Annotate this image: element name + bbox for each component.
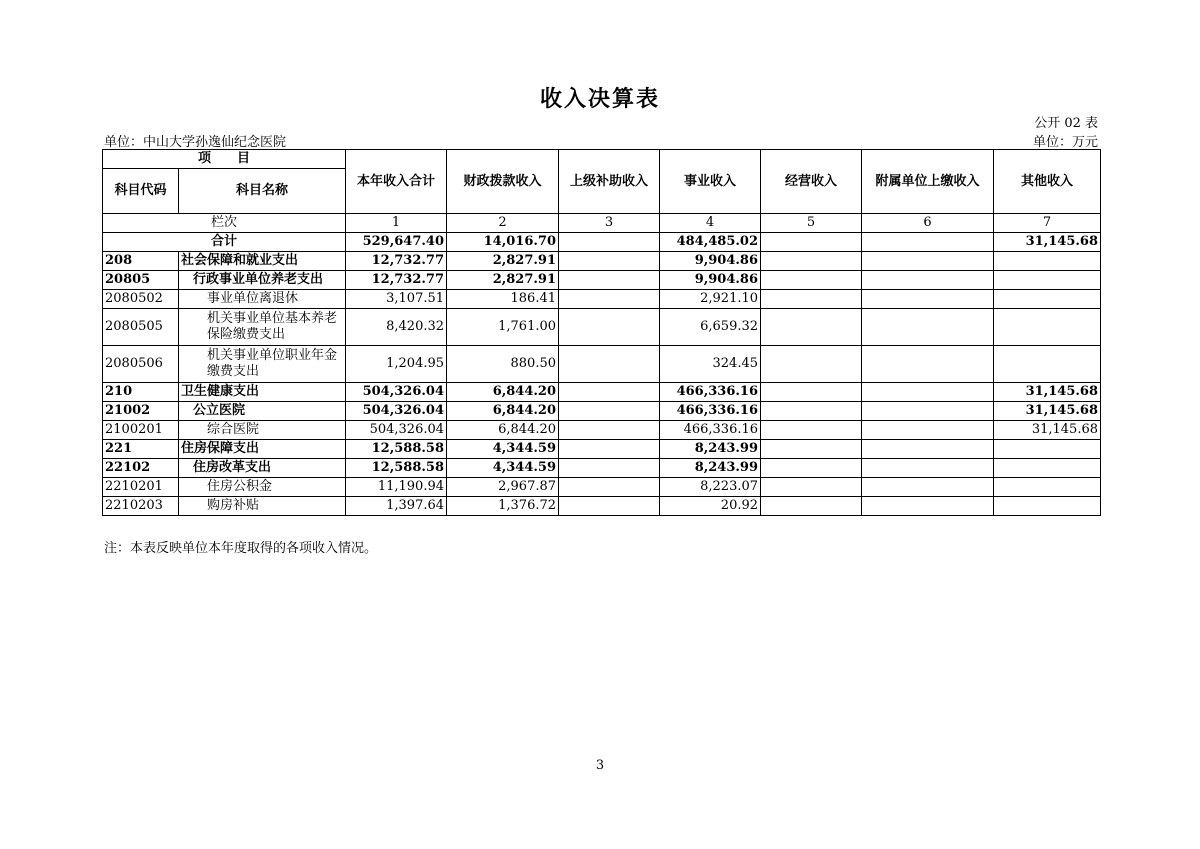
amount-cell: 466,336.16 (660, 421, 761, 440)
amount-cell (994, 346, 1101, 383)
amount-cell: 31,145.68 (994, 402, 1101, 421)
amount-cell (994, 497, 1101, 516)
header-col-6: 附属单位上缴收入 (862, 150, 994, 214)
total-value (761, 233, 862, 252)
amount-cell: 31,145.68 (994, 383, 1101, 402)
subject-code: 2080505 (103, 309, 179, 346)
total-value: 484,485.02 (660, 233, 761, 252)
header-col-7: 其他收入 (994, 150, 1101, 214)
subject-code: 210 (103, 383, 179, 402)
total-label: 合计 (103, 233, 346, 252)
subject-name: 机关事业单位基本养老保险缴费支出 (179, 309, 346, 346)
amount-cell (862, 346, 994, 383)
amount-cell (761, 252, 862, 271)
amount-cell: 6,844.20 (447, 421, 559, 440)
amount-cell (559, 346, 660, 383)
table-row (103, 497, 1101, 516)
amount-cell: 466,336.16 (660, 383, 761, 402)
amount-cell (559, 252, 660, 271)
table-row (103, 252, 1101, 271)
amount-cell (862, 383, 994, 402)
column-label: 栏次 (103, 214, 346, 233)
subject-code: 2080502 (103, 290, 179, 309)
amount-cell: 2,827.91 (447, 271, 559, 290)
amount-cell (559, 440, 660, 459)
table-row (103, 459, 1101, 478)
amount-cell (862, 459, 994, 478)
amount-cell (761, 497, 862, 516)
table-note: 注：本表反映单位本年度取得的各项收入情况。 (104, 541, 378, 556)
amount-cell: 504,326.04 (346, 421, 447, 440)
subject-code: 20805 (103, 271, 179, 290)
table-row (103, 440, 1101, 459)
table-row (103, 402, 1101, 421)
amount-cell (994, 440, 1101, 459)
subject-code: 2100201 (103, 421, 179, 440)
amount-cell (862, 421, 994, 440)
amount-cell: 9,904.86 (660, 252, 761, 271)
amount-cell: 504,326.04 (346, 402, 447, 421)
amount-cell (862, 497, 994, 516)
amount-cell (559, 271, 660, 290)
amount-cell (994, 252, 1101, 271)
subject-code: 22102 (103, 459, 179, 478)
amount-cell: 12,588.58 (346, 459, 447, 478)
subject-name: 公立医院 (179, 402, 346, 421)
table-row (103, 383, 1101, 402)
amount-cell: 12,732.77 (346, 271, 447, 290)
table-row (103, 309, 1101, 346)
header-col-3: 上级补助收入 (559, 150, 660, 214)
table-row (103, 478, 1101, 497)
amount-cell (862, 252, 994, 271)
amount-cell: 9,904.86 (660, 271, 761, 290)
amount-cell: 2,827.91 (447, 252, 559, 271)
amount-cell (994, 459, 1101, 478)
amount-cell (559, 459, 660, 478)
subject-name: 社会保障和就业支出 (179, 252, 346, 271)
subject-code: 208 (103, 252, 179, 271)
table-row (103, 271, 1101, 290)
form-number: 公开 02 表 (1034, 116, 1098, 131)
subject-name: 卫生健康支出 (179, 383, 346, 402)
currency-unit: 单位：万元 (1032, 135, 1098, 150)
amount-cell (994, 290, 1101, 309)
income-table (102, 149, 1101, 516)
table-row (103, 346, 1101, 383)
subject-name: 住房保障支出 (179, 440, 346, 459)
table-row (103, 421, 1101, 440)
total-value: 14,016.70 (447, 233, 559, 252)
header-col-5: 经营收入 (761, 150, 862, 214)
amount-cell: 8,243.99 (660, 459, 761, 478)
organization-unit: 单位：中山大学孙逸仙纪念医院 (104, 135, 287, 150)
amount-cell: 2,921.10 (660, 290, 761, 309)
page-number: 3 (595, 758, 605, 773)
column-number-row (103, 214, 1101, 233)
amount-cell (559, 402, 660, 421)
table-row (103, 290, 1101, 309)
column-number: 1 (346, 214, 447, 233)
amount-cell (862, 440, 994, 459)
amount-cell: 1,397.64 (346, 497, 447, 516)
amount-cell: 8,223.07 (660, 478, 761, 497)
amount-cell: 31,145.68 (994, 421, 1101, 440)
amount-cell: 8,243.99 (660, 440, 761, 459)
header-name: 科目名称 (179, 169, 346, 214)
amount-cell (994, 271, 1101, 290)
page-title: 收入决算表 (539, 86, 660, 112)
amount-cell (761, 402, 862, 421)
amount-cell: 1,376.72 (447, 497, 559, 516)
subject-name: 机关事业单位职业年金缴费支出 (179, 346, 346, 383)
total-value (559, 233, 660, 252)
amount-cell: 880.50 (447, 346, 559, 383)
amount-cell (862, 402, 994, 421)
amount-cell: 11,190.94 (346, 478, 447, 497)
amount-cell (761, 421, 862, 440)
column-number: 7 (994, 214, 1101, 233)
amount-cell: 1,204.95 (346, 346, 447, 383)
amount-cell (559, 383, 660, 402)
subject-code: 21002 (103, 402, 179, 421)
amount-cell: 4,344.59 (447, 459, 559, 478)
subject-name: 购房补贴 (179, 497, 346, 516)
subject-name: 行政事业单位养老支出 (179, 271, 346, 290)
column-number: 2 (447, 214, 559, 233)
amount-cell: 3,107.51 (346, 290, 447, 309)
amount-cell (994, 478, 1101, 497)
amount-cell: 20.92 (660, 497, 761, 516)
amount-cell (862, 478, 994, 497)
total-value: 31,145.68 (994, 233, 1101, 252)
amount-cell (559, 290, 660, 309)
header-row-1 (103, 150, 1101, 169)
subject-name: 综合医院 (179, 421, 346, 440)
amount-cell: 12,732.77 (346, 252, 447, 271)
amount-cell: 504,326.04 (346, 383, 447, 402)
amount-cell: 324.45 (660, 346, 761, 383)
amount-cell: 12,588.58 (346, 440, 447, 459)
amount-cell (862, 290, 994, 309)
header-col-1: 本年收入合计 (346, 150, 447, 214)
column-number: 5 (761, 214, 862, 233)
amount-cell (761, 440, 862, 459)
amount-cell (559, 497, 660, 516)
subject-name: 事业单位离退休 (179, 290, 346, 309)
subject-code: 2080506 (103, 346, 179, 383)
column-number: 6 (862, 214, 994, 233)
amount-cell: 186.41 (447, 290, 559, 309)
total-row (103, 233, 1101, 252)
amount-cell (559, 309, 660, 346)
amount-cell (994, 309, 1101, 346)
amount-cell (761, 346, 862, 383)
header-col-4: 事业收入 (660, 150, 761, 214)
amount-cell: 2,967.87 (447, 478, 559, 497)
amount-cell: 6,844.20 (447, 383, 559, 402)
header-col-2: 财政拨款收入 (447, 150, 559, 214)
subject-code: 2210203 (103, 497, 179, 516)
amount-cell (761, 309, 862, 346)
column-number: 4 (660, 214, 761, 233)
total-value: 529,647.40 (346, 233, 447, 252)
amount-cell (761, 271, 862, 290)
total-value (862, 233, 994, 252)
amount-cell: 8,420.32 (346, 309, 447, 346)
header-item: 项 目 (103, 150, 346, 169)
amount-cell: 4,344.59 (447, 440, 559, 459)
amount-cell (761, 290, 862, 309)
column-number: 3 (559, 214, 660, 233)
amount-cell: 466,336.16 (660, 402, 761, 421)
amount-cell (559, 421, 660, 440)
amount-cell (761, 383, 862, 402)
amount-cell (761, 478, 862, 497)
amount-cell: 1,761.00 (447, 309, 559, 346)
amount-cell (559, 478, 660, 497)
subject-name: 住房改革支出 (179, 459, 346, 478)
subject-code: 2210201 (103, 478, 179, 497)
amount-cell (761, 459, 862, 478)
amount-cell (862, 271, 994, 290)
header-code: 科目代码 (103, 169, 179, 214)
amount-cell: 6,844.20 (447, 402, 559, 421)
amount-cell (862, 309, 994, 346)
amount-cell: 6,659.32 (660, 309, 761, 346)
subject-code: 221 (103, 440, 179, 459)
subject-name: 住房公积金 (179, 478, 346, 497)
